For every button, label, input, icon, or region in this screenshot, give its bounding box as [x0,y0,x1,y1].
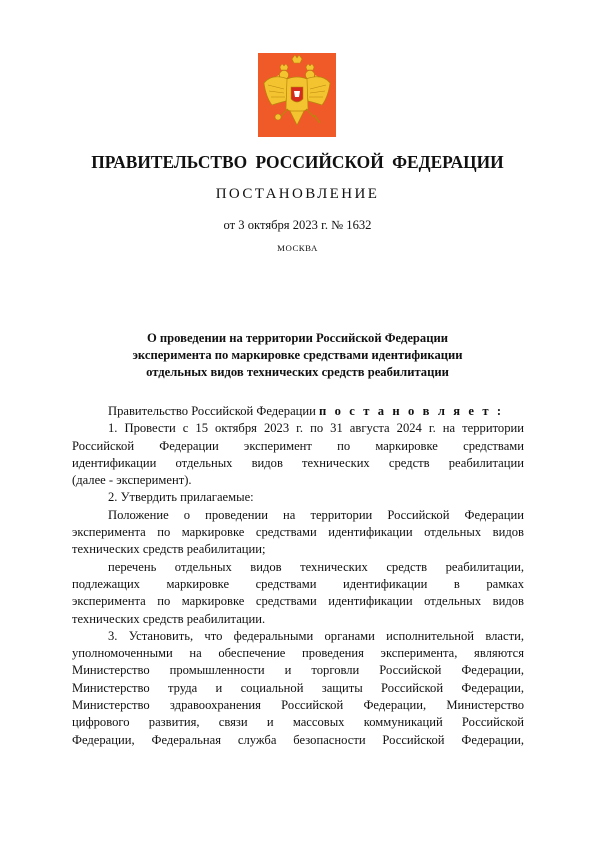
body-line: Министерство здравоохранения Российской Федерации, Министерство [72,698,524,713]
body-line: уполномоченными на обеспечение проведения эксперимента, являются [72,646,524,661]
title-line: эксперимента по маркировке средствами идентификации [132,348,463,362]
body-line: Федерации, Федеральная служба безопасности Российской Федерации, [72,732,524,747]
body-line: подлежащих маркировке средствами идентификации в рамках [72,576,524,591]
preamble-decides: п о с т а н о в л я е т : [319,404,504,418]
body-line: Положение о проведении на территории Российской Федерации [108,507,524,522]
body-line: технических средств реабилитации; [72,542,266,557]
body-line: технических средств реабилитации. [72,611,266,626]
government-heading: ПРАВИТЕЛЬСТВО РОССИЙСКОЙ ФЕДЕРАЦИИ [91,152,504,172]
body-line: 3. Установить, что федеральными органами исполнительной власти, [108,628,524,643]
body-line: цифрового развития, связи и массовых коммуникаций Российской [72,715,524,730]
double-headed-eagle-icon [258,53,336,137]
title-line: отдельных видов технических средств реабилитации [146,365,449,379]
decree-date-number: от 3 октября 2023 г. № 1632 [223,218,372,232]
document-type: ПОСТАНОВЛЕНИЕ [215,186,380,202]
decree-body [72,403,524,749]
city-name: МОСКВА [277,243,318,253]
preamble [72,403,524,420]
body-line: Министерство труда и социальной защиты Российской Федерации, [72,680,524,695]
body-line: (далее - эксперимент). [72,473,192,488]
body-line: эксперимента по маркировке средствами идентификации отдельных видов [72,594,524,609]
decree-title [0,330,595,381]
body-line: эксперимента по маркировке средствами идентификации отдельных видов [72,525,524,540]
body-line: идентификации отдельных видов технических средств реабилитации [72,455,524,470]
body-line: Российской Федерации эксперимент по маркировке средствами [72,438,524,453]
body-line: Министерство промышленности и торговли Российской Федерации, [72,663,524,678]
preamble-text: Правительство Российской Федерации [108,404,316,418]
title-line: О проведении на территории Российской Федерации [146,331,449,345]
coat-of-arms-emblem [258,53,336,137]
body-line: перечень отдельных видов технических средств реабилитации, [108,559,524,574]
body-line: 2. Утвердить прилагаемые: [108,490,254,505]
body-line: 1. Провести с 15 октября 2023 г. по 31 августа 2024 г. на территории [108,421,524,436]
